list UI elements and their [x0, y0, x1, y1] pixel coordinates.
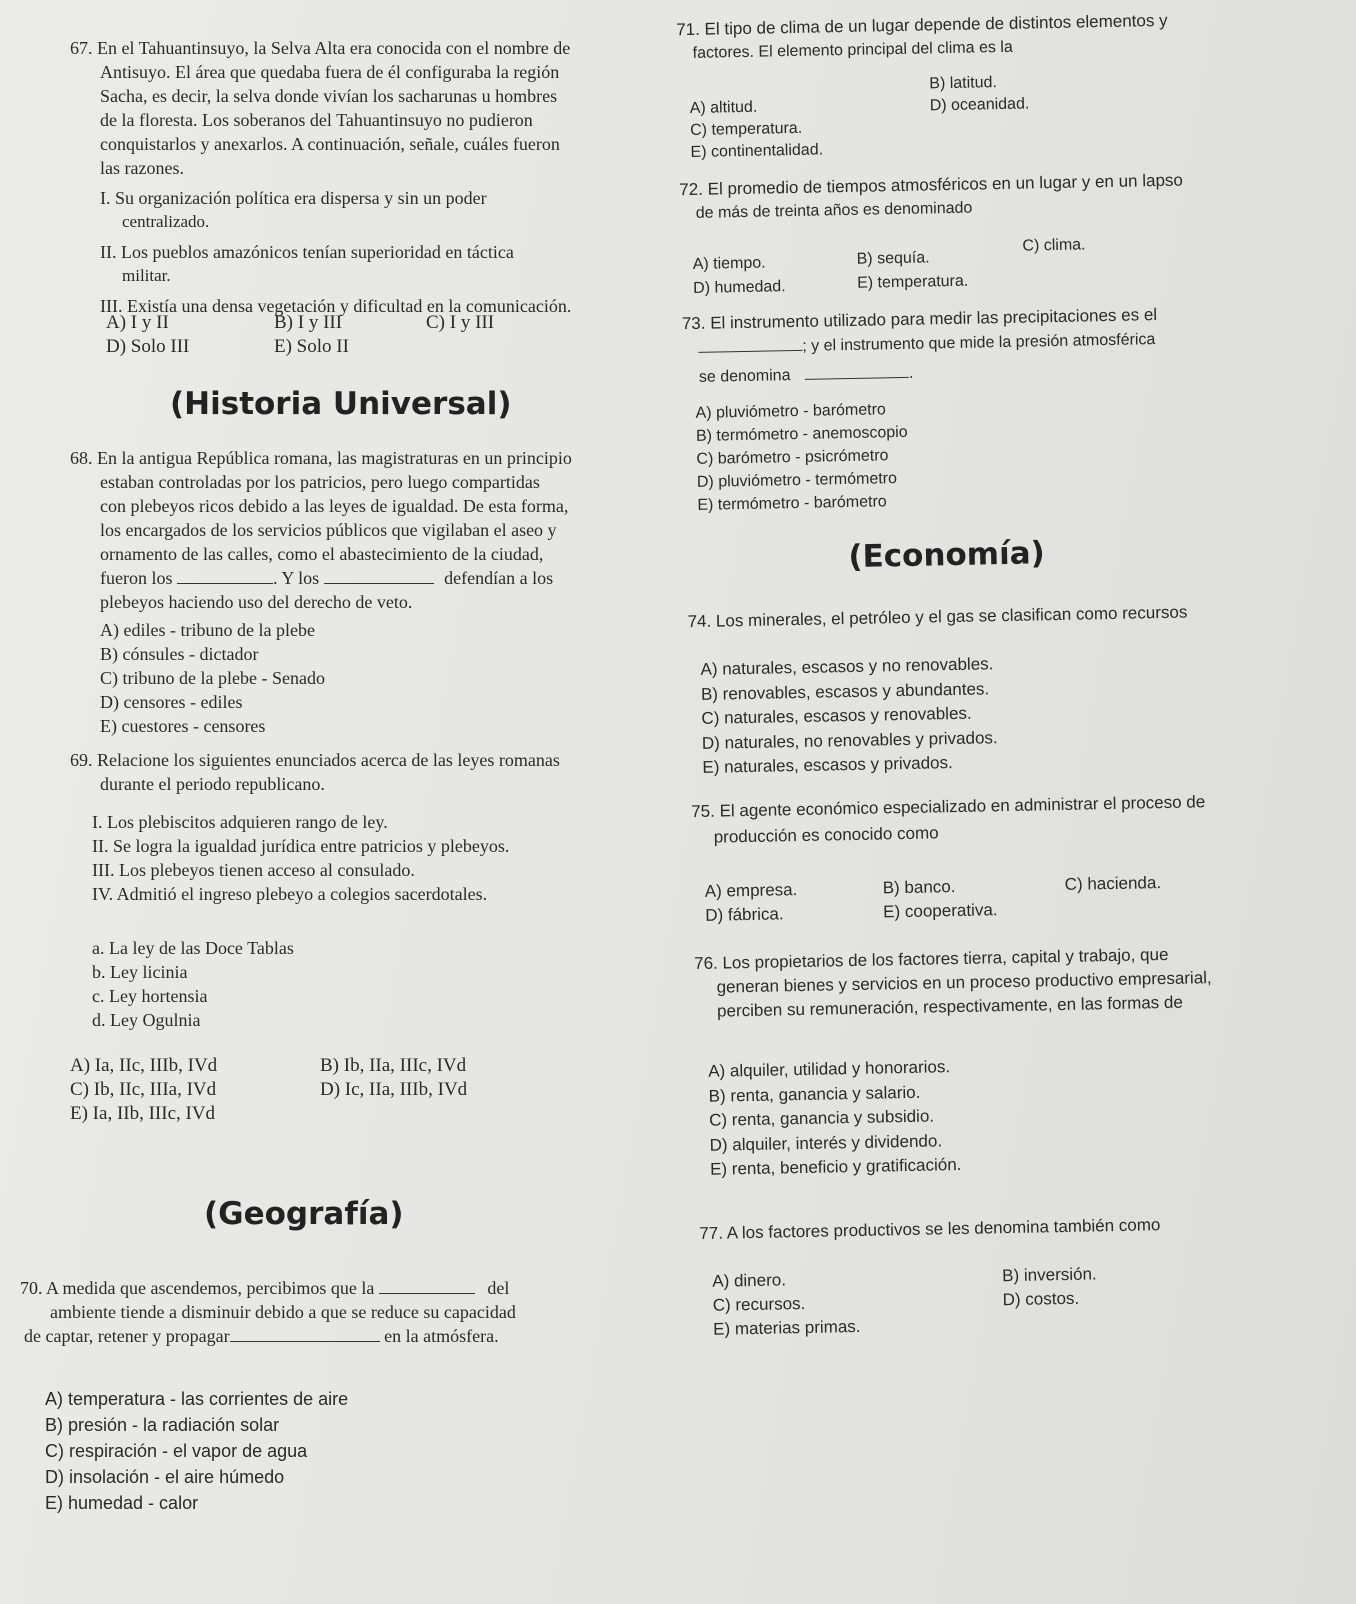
q68-blank-1[interactable] [177, 567, 273, 584]
q69-law: a. La ley de las Doce Tablas [92, 938, 294, 958]
q76-option-b[interactable]: B) renta, ganancia y salario. [708, 1082, 921, 1106]
q69-law: d. Ley Ogulnia [92, 1010, 201, 1030]
q77-option-b[interactable]: B) inversión. [1002, 1264, 1097, 1286]
q72-options [692, 226, 1292, 297]
question-74 [687, 597, 1347, 634]
q70-option-e[interactable]: E) humedad - calor [45, 1493, 199, 1513]
q76-line: generan bienes y servicios en un proceso productivo empresarial, [716, 968, 1212, 997]
question-75 [691, 787, 1352, 850]
q68-options [100, 618, 600, 738]
q71-line: factores. El elemento principal del clima es la [692, 38, 1013, 62]
q72-option-d[interactable]: D) humedad. [693, 278, 786, 297]
q76-options [708, 1050, 1230, 1182]
q68-line: plebeyos haciendo uso del derecho de veto. [100, 592, 413, 612]
q69-statement: III. Los plebeyos tienen acceso al consulado. [92, 860, 415, 880]
q75-line: 75. El agente económico especializado en administrar el proceso de [691, 792, 1206, 822]
q74-option-c[interactable]: C) naturales, escasos y renovables. [701, 703, 972, 728]
q68-line: estaban controladas por los patricios, pero luego compartidas [100, 472, 540, 492]
question-67 [70, 36, 630, 180]
q71-options [689, 66, 1289, 161]
q75-option-a[interactable]: A) empresa. [704, 880, 798, 901]
q73-text: . [908, 364, 914, 382]
question-71 [676, 6, 1337, 67]
q70-blank-2[interactable] [230, 1325, 380, 1342]
q68-blank-2[interactable] [324, 567, 434, 584]
q68-option-c[interactable]: C) tribuno de la plebe - Senado [100, 668, 325, 688]
q70-options [45, 1386, 545, 1516]
q68-line: 68. En la antigua República romana, las magistraturas en un principio [70, 448, 572, 468]
q70-blank-1[interactable] [379, 1277, 475, 1294]
q69-option-a[interactable]: A) Ia, IIc, IIIb, IVd [70, 1055, 218, 1076]
q70-text: en la atmósfera. [384, 1326, 499, 1346]
q74-option-b[interactable]: B) renovables, escasos y abundantes. [700, 678, 990, 704]
q77-options [712, 1258, 1332, 1339]
q75-option-b[interactable]: B) banco. [882, 877, 956, 898]
q73-text: ; y el instrumento que mide la presión atmosférica [802, 331, 1156, 355]
q67-option-b[interactable]: B) I y III [274, 312, 343, 333]
q69-line: durante el periodo republicano. [100, 774, 325, 794]
q71-option-a[interactable]: A) altitud. [689, 98, 758, 117]
question-76 [694, 939, 1355, 1024]
question-73 [682, 300, 1343, 391]
q76-option-c[interactable]: C) renta, ganancia y subsidio. [708, 1106, 935, 1130]
q67-option-c[interactable]: C) I y III [426, 312, 495, 333]
q75-line: producción es conocido como [713, 823, 939, 847]
q71-option-d[interactable]: D) oceanidad. [929, 95, 1030, 115]
q70-option-c[interactable]: C) respiración - el vapor de agua [45, 1441, 308, 1461]
q74-option-d[interactable]: D) naturales, no renovables y privados. [701, 727, 998, 753]
q71-line: 71. El tipo de clima de un lugar depende de distintos elementos y [676, 10, 1168, 40]
q67-statement: III. Existía una densa vegetación y dificultad en la comunicación. [100, 296, 572, 316]
q70-text: de captar, retener y propagar [24, 1326, 230, 1346]
question-70 [20, 1276, 640, 1348]
q67-option-d[interactable]: D) Solo III [106, 336, 190, 357]
q71-option-c[interactable]: C) temperatura. [689, 119, 803, 139]
q68-option-d[interactable]: D) censores - ediles [100, 692, 243, 712]
q69-statement: I. Los plebiscitos adquieren rango de ley. [92, 812, 388, 832]
q69-statement: II. Se logra la igualdad jurídica entre patricios y plebeyos. [92, 836, 510, 856]
q73-blank-1[interactable] [698, 334, 802, 353]
q68-text: fueron los [100, 568, 173, 588]
q69-statement: IV. Admitió el ingreso plebeyo a colegios sacerdotales. [92, 884, 488, 904]
q75-option-e[interactable]: E) cooperativa. [883, 900, 998, 922]
q69-statements [92, 810, 622, 906]
q72-option-e[interactable]: E) temperatura. [856, 272, 969, 292]
section-heading-historia: (Historia Universal) [170, 386, 512, 422]
q73-options [695, 392, 1197, 517]
q70-option-d[interactable]: D) insolación - el aire húmedo [45, 1467, 285, 1487]
q69-law: c. Ley hortensia [92, 986, 208, 1006]
q73-option-a[interactable]: A) pluviómetro - barómetro [695, 401, 887, 422]
q77-option-d[interactable]: D) costos. [1002, 1288, 1080, 1310]
q70-option-a[interactable]: A) temperatura - las corrientes de aire [45, 1389, 349, 1409]
q69-option-d[interactable]: D) Ic, IIa, IIIb, IVd [320, 1079, 468, 1100]
q67-statement: II. Los pueblos amazónicos tenían superioridad en táctica [100, 242, 514, 262]
section-heading-economia: (Economía) [848, 535, 1046, 576]
q70-text: 70. A medida que ascendemos, percibimos que la [20, 1278, 375, 1298]
q70-line-1 [20, 1276, 640, 1300]
q77-option-a[interactable]: A) dinero. [712, 1270, 787, 1291]
q77-option-c[interactable]: C) recursos. [712, 1293, 806, 1315]
q69-option-c[interactable]: C) Ib, IIc, IIIa, IVd [70, 1079, 217, 1100]
q67-option-a[interactable]: A) I y II [106, 312, 169, 333]
q68-option-e[interactable]: E) cuestores - censores [100, 716, 266, 736]
q74-option-a[interactable]: A) naturales, escasos y no renovables. [700, 654, 994, 679]
q74-options [700, 648, 1222, 780]
q67-line: conquistarlos y anexarlos. A continuación, señale, cuáles fueron [100, 134, 560, 154]
q67-statement: centralizado. [122, 212, 210, 231]
q73-text: se denomina [698, 367, 791, 386]
q68-line: los encargados de los servicios públicos que vigilaban el aseo y [100, 520, 557, 540]
q76-line: 76. Los propietarios de los factores tierra, capital y trabajo, que [693, 944, 1169, 974]
q73-option-b[interactable]: B) termómetro - anemoscopio [695, 423, 908, 445]
q75-option-c[interactable]: C) hacienda. [1064, 873, 1162, 894]
q72-option-a[interactable]: A) tiempo. [692, 254, 766, 273]
q72-line: de más de treinta años es denominado [695, 199, 973, 222]
q67-statements [100, 186, 630, 318]
q69-line: 69. Relacione los siguientes enunciados acerca de las leyes romanas [70, 750, 560, 770]
q73-option-c[interactable]: C) barómetro - psicrómetro [696, 447, 889, 468]
question-68 [70, 446, 610, 614]
q73-blank-2[interactable] [805, 361, 909, 380]
q77-line: 77. A los factores productivos se les denomina también como [699, 1215, 1161, 1244]
question-77 [699, 1209, 1356, 1246]
q72-option-b[interactable]: B) sequía. [856, 249, 930, 268]
q76-option-d[interactable]: D) alquiler, interés y dividendo. [709, 1130, 943, 1155]
q73-option-e[interactable]: E) termómetro - barómetro [697, 493, 887, 514]
question-69 [70, 748, 630, 796]
q75-options [704, 868, 1325, 925]
q68-option-a[interactable]: A) ediles - tribuno de la plebe [100, 620, 315, 640]
q70-option-b[interactable]: B) presión - la radiación solar [45, 1415, 280, 1435]
q67-statement: militar. [122, 266, 171, 285]
q76-option-e[interactable]: E) renta, beneficio y gratificación. [709, 1154, 962, 1179]
right-column [676, 6, 1328, 1339]
q72-line: 72. El promedio de tiempos atmosféricos en un lugar y en un lapso [679, 170, 1184, 200]
q67-line: Antisuyo. El área que quedaba fuera de él configuraba la región [100, 62, 560, 82]
q70-text: del [487, 1278, 510, 1298]
q67-statement: I. Su organización política era dispersa y sin un poder [100, 188, 487, 208]
q68-option-b[interactable]: B) cónsules - dictador [100, 644, 259, 664]
q68-line: ornamento de las calles, como el abastecimiento de la ciudad, [100, 544, 544, 564]
q71-option-b[interactable]: B) latitud. [929, 74, 998, 93]
q68-line: con plebeyos ricos debido a las leyes de igualdad. De esta forma, [100, 496, 569, 516]
q67-line: Sacha, es decir, la selva donde vivían los sacharunas u hombres [100, 86, 558, 106]
q73-line-1: 73. El instrumento utilizado para medir las precipitaciones es el [681, 305, 1158, 334]
q70-line-2: ambiente tiende a disminuir debido a que se reduce su capacidad [50, 1302, 516, 1322]
q75-option-d[interactable]: D) fábrica. [705, 904, 784, 925]
q72-option-c[interactable]: C) clima. [1022, 236, 1086, 255]
section-heading-geografia: (Geografía) [204, 1196, 404, 1232]
q70-line-3 [20, 1324, 640, 1348]
q73-option-d[interactable]: D) pluviómetro - termómetro [696, 470, 898, 491]
q69-option-e[interactable]: E) Ia, IIb, IIIc, IVd [70, 1103, 216, 1124]
q77-option-e[interactable]: E) materias primas. [712, 1316, 861, 1339]
q71-option-e[interactable]: E) continentalidad. [690, 141, 824, 161]
q67-option-e[interactable]: E) Solo II [274, 336, 349, 357]
question-72 [679, 166, 1340, 227]
q74-option-e[interactable]: E) naturales, escasos y privados. [702, 753, 953, 777]
q69-law: b. Ley licinia [92, 962, 188, 982]
q76-option-a[interactable]: A) alquiler, utilidad y honorarios. [708, 1057, 951, 1081]
q69-laws [92, 936, 492, 1032]
q69-option-b[interactable]: B) Ib, IIa, IIIc, IVd [320, 1055, 467, 1076]
q68-text: . Y los [272, 568, 320, 588]
q68-text: defendían a los [444, 568, 554, 588]
q76-line: perciben su remuneración, respectivamente, en las formas de [716, 992, 1184, 1021]
q68-line-blanks [70, 566, 610, 590]
q67-line: 67. En el Tahuantinsuyo, la Selva Alta era conocida con el nombre de [70, 38, 571, 58]
q67-line: las razones. [100, 158, 184, 178]
q67-line: de la floresta. Los soberanos del Tahuantinsuyo no pudieron [100, 110, 533, 130]
q74-line: 74. Los minerales, el petróleo y el gas se clasifican como recursos [687, 602, 1188, 632]
